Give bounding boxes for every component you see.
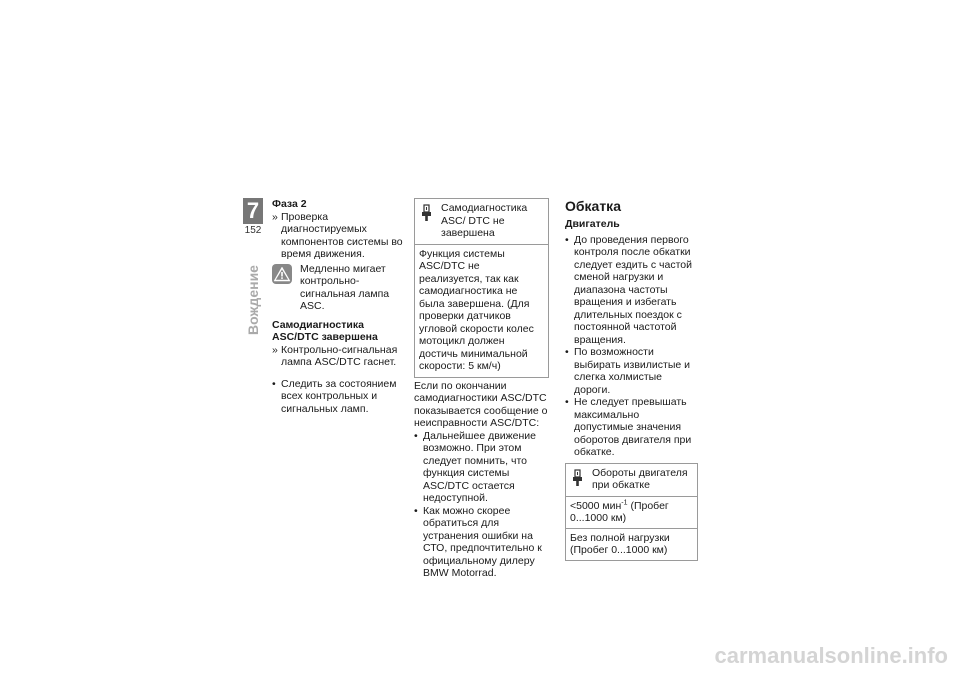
box-row xyxy=(566,497,697,528)
selftest-incomplete-box xyxy=(414,198,549,378)
box-title: Обороты двигателя при обкатке xyxy=(592,466,688,491)
section-label xyxy=(244,255,262,345)
column-2 xyxy=(414,198,549,580)
list-item-text: Дальнейшее движение возможно. При этом следует помнить, что функция системы ASC/DTC остается недоступной. xyxy=(423,429,537,504)
box-header xyxy=(415,199,548,245)
box-body: Функция системы ASC/DTC не реализуется, так как самодиагностика не была завершена. (Для проверки датчиков угловой скорости колес мотоцикл должен достичь минимальной скорости: 5 км/ч) xyxy=(419,247,534,372)
warning-note xyxy=(272,263,404,313)
step-item xyxy=(272,211,404,261)
column-1 xyxy=(272,198,404,415)
list-item-text: Не следует превышать максимально допустимые значения оборотов двигателя при обкатке. xyxy=(574,396,692,458)
spec-tool-icon xyxy=(419,202,441,240)
warning-text: Медленно мигает контрольно-сигнальная лампа ASC. xyxy=(300,262,390,312)
list-item-text: Следить за состоянием всех контрольных и сигнальных ламп. xyxy=(281,377,397,415)
step-arrow: » xyxy=(272,343,278,356)
chapter-number: 7 xyxy=(243,198,263,224)
breakin-rpm-box xyxy=(565,463,698,561)
warning-triangle-icon xyxy=(272,264,292,284)
box-title: Самодиагностика ASC/ DTC не завершена xyxy=(441,202,528,239)
bullet-mark: • xyxy=(272,377,276,390)
page-number: 152 xyxy=(244,225,262,236)
step-item xyxy=(272,344,404,369)
phase-heading: Фаза 2 xyxy=(272,198,307,210)
rpm-value: <5000 мин xyxy=(570,499,622,512)
bullet-mark: • xyxy=(565,233,569,246)
list-item-text: Как можно скорее обратиться для устранения ошибки на СТО, предпочтительно к официальному дилеру BMW Motorrad. xyxy=(423,504,542,579)
chapter-tab xyxy=(243,198,263,237)
column-3 xyxy=(565,198,698,561)
rpm-condition: (Пробег 0...1000 км) xyxy=(570,499,669,524)
list-item xyxy=(414,505,549,580)
list-item-text: До проведения первого контроля после обкатки следует ездить с частой сменой нагрузки и диапазона частоты вращения и избегать длительных поездок с постоянной частотой вращения. xyxy=(574,233,692,346)
step-arrow: » xyxy=(272,210,278,223)
list-item xyxy=(414,430,549,505)
list-item xyxy=(272,378,404,416)
selftest-heading: Самодиагностика ASC/DTC завершена xyxy=(272,318,378,343)
bullet-mark: • xyxy=(414,429,418,442)
bullet-mark: • xyxy=(414,504,418,517)
paragraph: Если по окончании самодиагностики ASC/DTC показывается сообщение о неисправности ASC/DTC: xyxy=(414,379,548,429)
list-item xyxy=(565,396,698,459)
list-item xyxy=(565,234,698,347)
bullet-mark: • xyxy=(565,396,569,408)
step-text: Проверка диагностируемых компонентов системы во время движения. xyxy=(281,210,403,260)
spec-tool-icon xyxy=(570,467,592,492)
bullet-mark: • xyxy=(565,346,569,358)
breakin-heading: Обкатка xyxy=(565,198,621,214)
engine-heading: Двигатель xyxy=(565,218,620,230)
box-row: Без полной нагрузки (Пробег 0...1000 км) xyxy=(566,528,697,560)
rpm-unit-exponent: -1 xyxy=(621,499,628,506)
list-item-text: По возможности выбирать извилистые и слегка холмистые дороги. xyxy=(574,346,690,396)
section-title: Вождение xyxy=(244,265,261,335)
box-header xyxy=(566,464,697,497)
list-item xyxy=(565,346,698,396)
watermark: carmanualsonline.info xyxy=(714,643,948,668)
step-text: Контрольно-сигнальная лампа ASC/DTC гаснет. xyxy=(281,343,398,368)
